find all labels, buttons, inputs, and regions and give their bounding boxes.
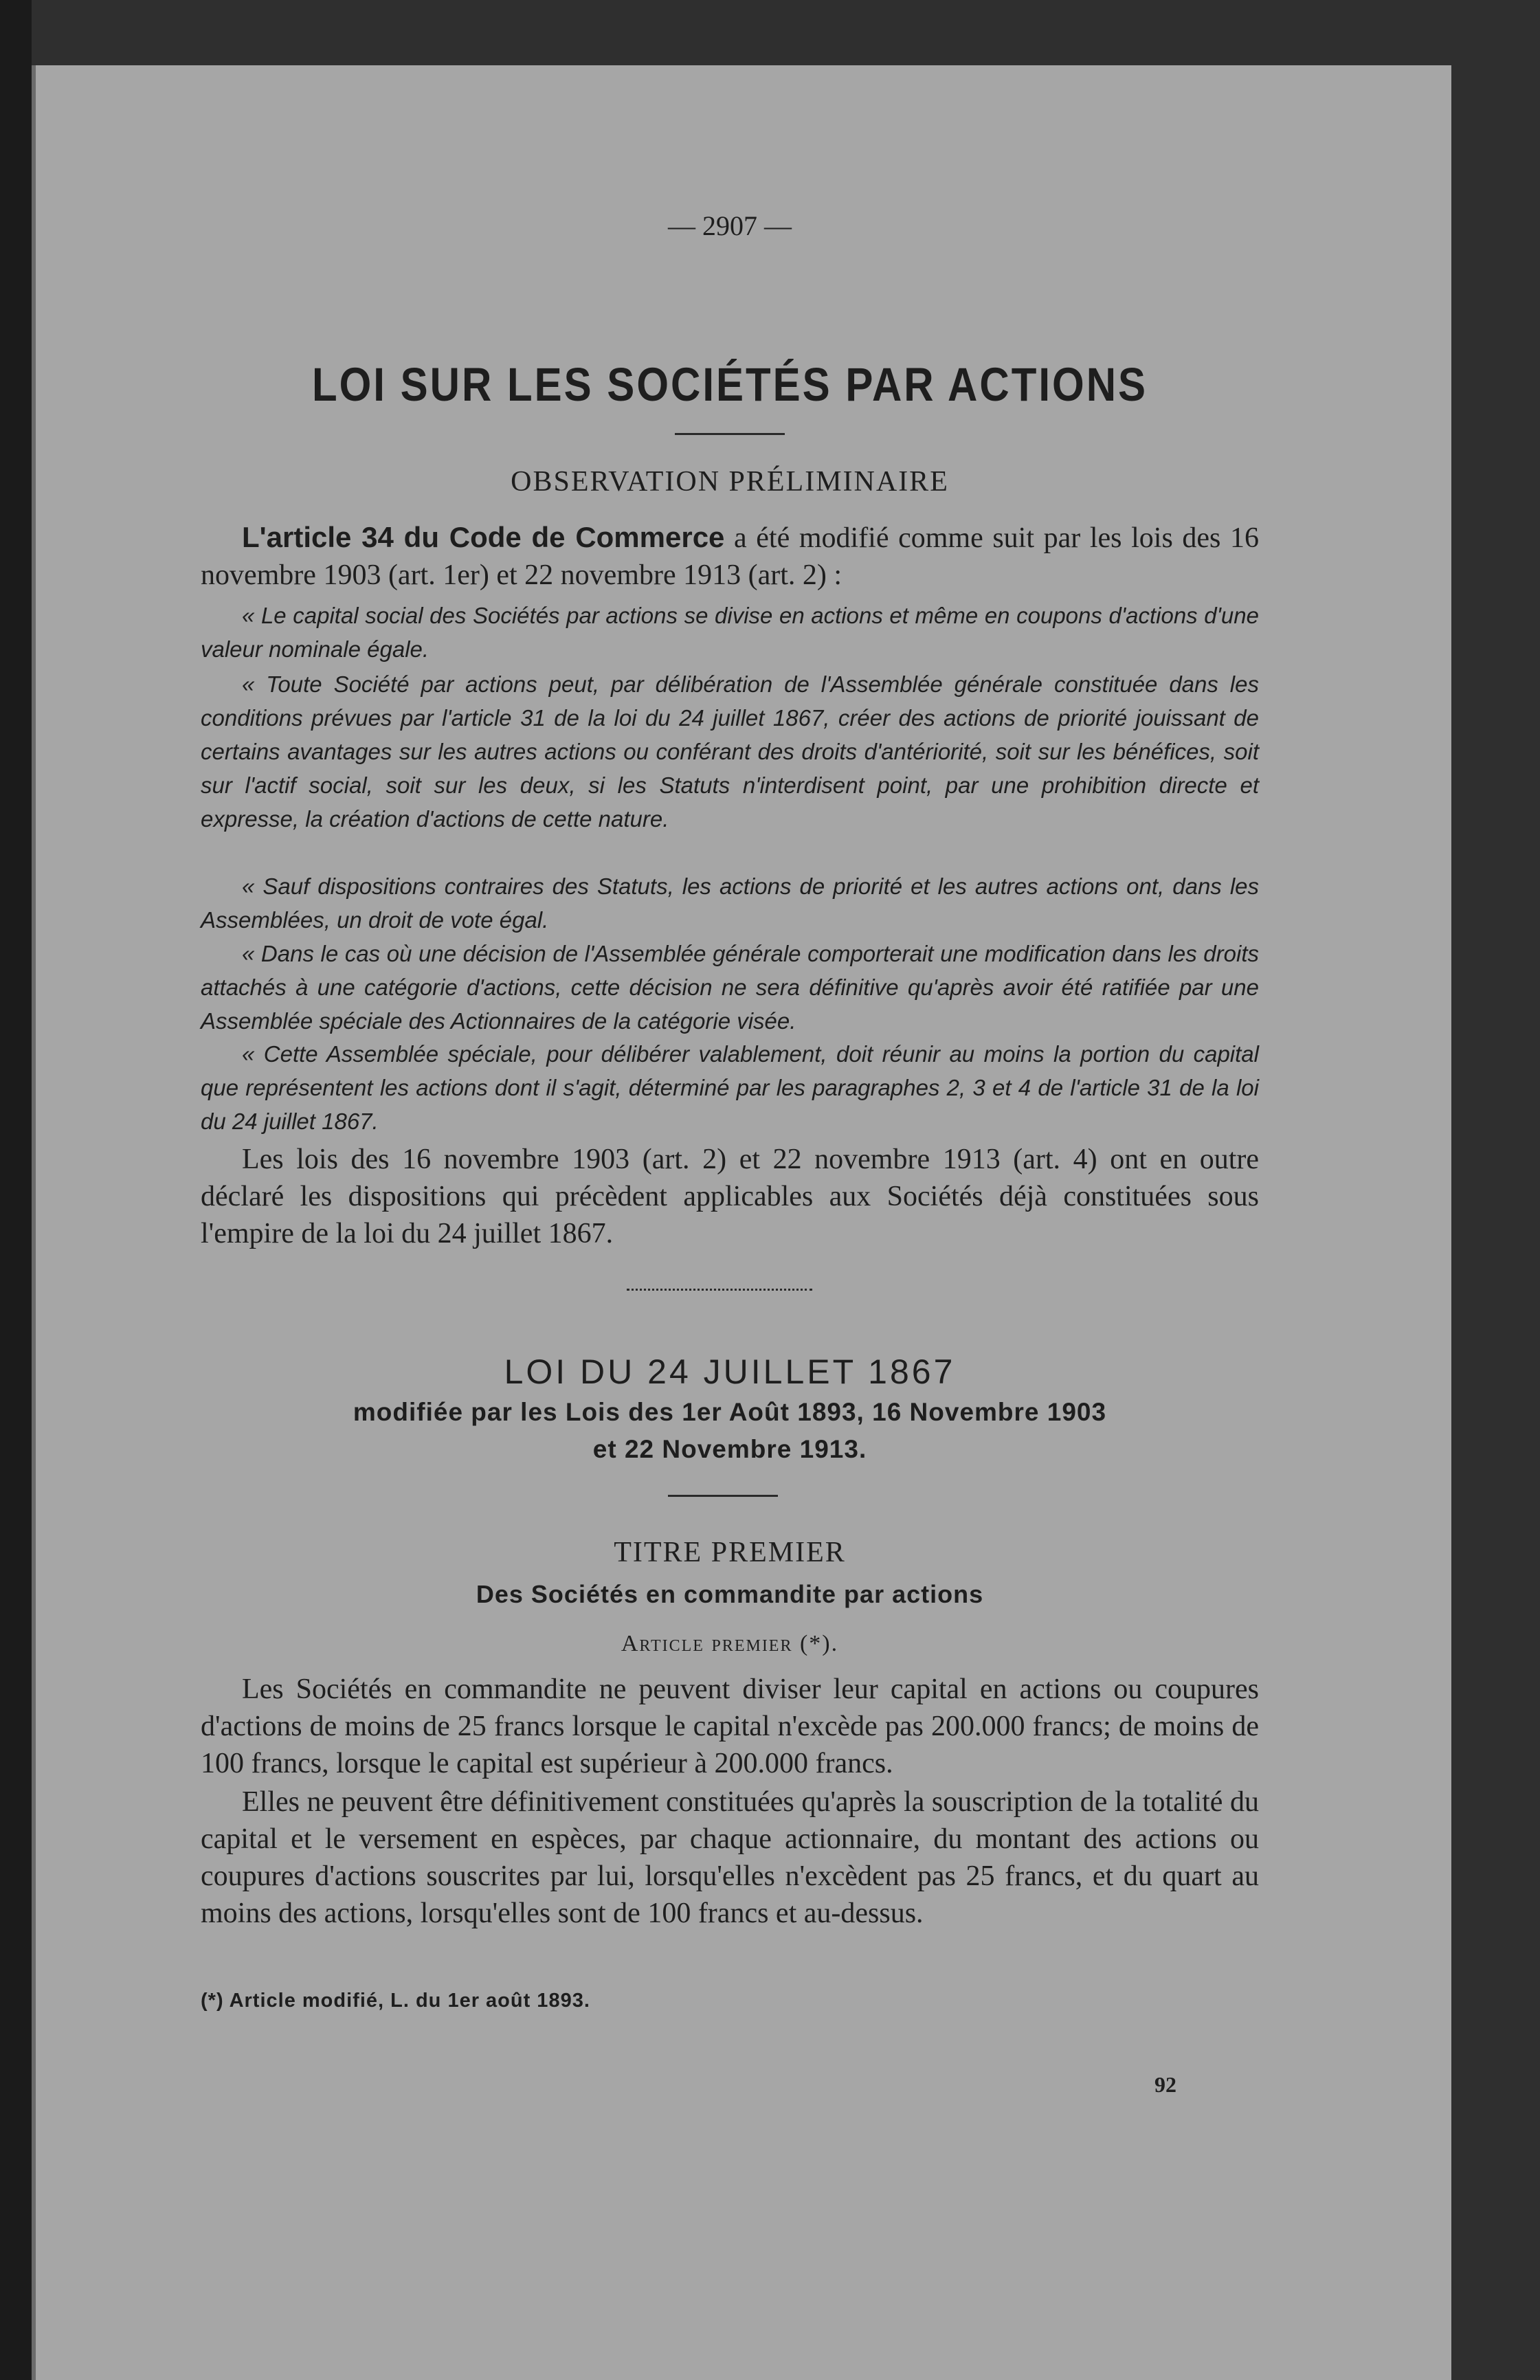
intro-bold-text: L'article 34 du Code de Commerce: [242, 521, 725, 553]
article-heading: Article premier (*).: [621, 1631, 839, 1656]
titre-subheading: Des Sociétés en commandite par actions: [476, 1580, 984, 1608]
title-rule: [675, 433, 785, 435]
section-divider: [627, 1282, 812, 1291]
quote-text: « Cette Assemblée spéciale, pour délibérer valablement, doit réunir au moins la portion du capital que représentent les actions dont il s'agit, déterminé par les paragraphes 2, 3 et 4 de l'article 31 de la loi du 24 juillet 1867.: [201, 1041, 1259, 1134]
quote-paragraph: [201, 937, 1259, 1038]
document-page: [32, 65, 1451, 2380]
quote-text: « Le capital social des Sociétés par actions se divise en actions et même en coupons d'actions d'une valeur nominale égale.: [201, 603, 1259, 662]
quote-paragraph: [201, 869, 1259, 937]
titre-heading: TITRE PREMIER: [614, 1537, 846, 1568]
quote-text: « Sauf dispositions contraires des Statuts, les actions de priorité et les autres actions ont, dans les Assemblées, un droit de vote égal.: [201, 874, 1259, 933]
book-spine: [0, 0, 32, 2380]
quote-paragraph: [201, 667, 1259, 836]
article-paragraph: [201, 1783, 1259, 1932]
quote-text: « Dans le cas où une décision de l'Assemblée générale comporterait une modification dans les droits attachés à une catégorie d'actions, cette décision ne sera définitive qu'après avoir été ratifiée par une Assemblée spéciale des Actionnaires de la catégorie visée.: [201, 941, 1259, 1034]
footnote: (*) Article modifié, L. du 1er août 1893.: [201, 1990, 590, 2012]
quote-text: « Toute Société par actions peut, par délibération de l'Assemblée générale constituée dans les conditions prévues par l'article 31 de la loi du 24 juillet 1867, créer des actions de priorité jouissant de certains avantages sur les autres actions ou conférant des droits d'antériorité, soit sur les bénéfices, soit sur l'actif social, soit sur les deux, si les Statuts n'interdisent point, par une prohibition directe et expresse, la création d'actions de cette nature.: [201, 671, 1259, 832]
quote-paragraph: [201, 1037, 1259, 1138]
page-header-number: — 2907 —: [668, 210, 792, 241]
law-subtitle-line2: et 22 Novembre 1913.: [592, 1435, 867, 1463]
closing-text: Les lois des 16 novembre 1903 (art. 2) et 22 novembre 1913 (art. 4) ont en outre déclaré les dispositions qui précèdent applicables aux Sociétés déjà constituées sous l'empire de la loi du 24 juillet 1867.: [201, 1144, 1259, 1249]
law-title: LOI DU 24 JUILLET 1867: [504, 1353, 956, 1391]
law-subtitle-line1: modifiée par les Lois des 1er Août 1893, 16 Novembre 1903: [353, 1398, 1107, 1426]
page-footer-number: 92: [1154, 2072, 1176, 2097]
article-text: Les Sociétés en commandite ne peuvent diviser leur capital en actions ou coupures d'actions de moins de 25 francs lorsque le capital n'excède pas 200.000 francs; de moins de 100 francs, lorsque le capital est supérieur à 200.000 francs.: [201, 1673, 1259, 1779]
law-rule: [668, 1495, 778, 1497]
intro-text: a été modifié comme suit par les lois des 16 novembre 1903 (art. 1er) et 22 novembre 1913 (art. 2) :: [201, 522, 1259, 591]
observation-intro: [201, 519, 1259, 594]
quote-paragraph: [201, 599, 1259, 666]
observation-closing: [201, 1141, 1259, 1252]
page-title: LOI SUR LES SOCIÉTÉS PAR ACTIONS: [311, 357, 1148, 412]
observation-heading: OBSERVATION PRÉLIMINAIRE: [511, 466, 949, 498]
article-paragraph: [201, 1671, 1259, 1782]
article-text: Elles ne peuvent être définitivement constituées qu'après la souscription de la totalité du capital et le versement en espèces, par chaque actionnaire, du montant des actions ou coupures d'actions souscrites par lui, lorsqu'elles n'excèdent pas 25 francs, et du quart au moins des actions, lorsqu'elles sont de 100 francs et au-dessus.: [201, 1786, 1259, 1929]
